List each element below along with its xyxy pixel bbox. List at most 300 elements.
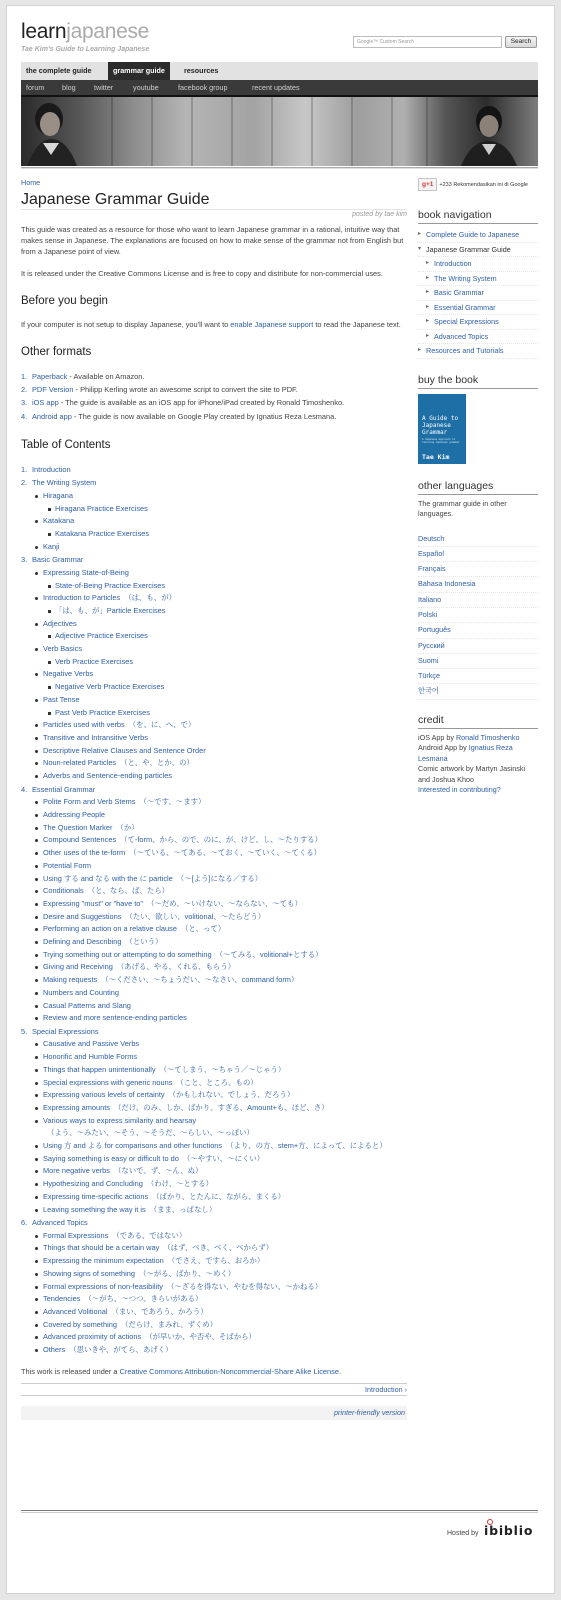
language-link[interactable]: Français [418, 564, 446, 574]
toc-item [21, 961, 407, 974]
toc-item-link[interactable]: Descriptive Relative Clauses and Sentence Order [43, 745, 206, 755]
book-nav-item [418, 344, 538, 359]
nav-complete-guide[interactable]: the complete guide [26, 66, 92, 75]
toc-item [21, 860, 407, 873]
header-banner-image [21, 97, 538, 166]
language-item [418, 608, 538, 623]
toc-item [21, 1281, 407, 1294]
toc-item-link[interactable]: Advanced Volitional [43, 1307, 108, 1316]
toc-item [21, 668, 407, 681]
toc-item [21, 822, 407, 835]
toc-item-link[interactable]: Using する and なる with the に particle [43, 873, 173, 883]
toc-item-link[interactable]: Particles used with verbs [43, 720, 125, 730]
toc-item-link[interactable]: Expressing State-of-Being [43, 567, 129, 577]
toc-item-japanese: （わけ、～とする） [146, 1179, 214, 1189]
toc-item [21, 1140, 407, 1153]
toc-item-link[interactable]: Formal Expressions [43, 1230, 109, 1240]
book-pager [21, 1383, 407, 1396]
toc-exercise-link[interactable]: Verb Practice Exercises [55, 656, 134, 666]
toc-item [21, 719, 407, 732]
book-nav-item [418, 315, 538, 330]
site-tagline: Tae Kim's Guide to Learning Japanese [21, 46, 150, 53]
toc-item [21, 949, 407, 962]
toc-item [21, 592, 407, 605]
credit-heading: credit [418, 714, 538, 729]
toc-section [21, 553, 407, 567]
toc-item [21, 643, 407, 656]
language-list [418, 532, 538, 700]
gplus-count: +233 [439, 182, 452, 188]
toc-exercise-link[interactable]: Katakana Practice Exercises [55, 528, 150, 538]
license-text: This work is released under a [21, 1366, 120, 1376]
language-link[interactable]: Español [418, 548, 444, 558]
credit-contrib [418, 785, 538, 796]
toc-item-link[interactable]: Honorific and Humble Forms [43, 1052, 138, 1062]
search-button[interactable]: Search [505, 36, 537, 48]
toc-item-link[interactable]: Negative Verbs [43, 669, 94, 679]
book-nav-link[interactable]: Complete Guide to Japanese [426, 230, 520, 239]
posted-by: posted by tae kim [352, 211, 407, 218]
android-app-link[interactable]: Android app [32, 411, 72, 421]
credit-ios-text: iOS App by [418, 732, 456, 742]
formats-list [21, 370, 407, 423]
toc-item-japanese: （ばかり、とたんに、ながら、まくる） [152, 1191, 286, 1201]
language-item [418, 593, 538, 608]
format-number: 4. [21, 411, 28, 421]
toc-exercise-link[interactable]: Adjective Practice Exercises [55, 631, 148, 641]
toc-item-link[interactable]: Kanji [43, 541, 60, 551]
logo-word-learn: learn [21, 20, 67, 43]
ios-app-link[interactable]: iOS app [32, 398, 59, 408]
toc-item-japanese: （～てみる、volitional+とする） [215, 949, 323, 959]
toc-item-link[interactable]: Review and more sentence-ending particles [43, 1013, 187, 1023]
toc-item-link[interactable]: Giving and Receiving [43, 962, 113, 972]
toc-item [21, 1064, 407, 1077]
toc-heading: Table of Contents [21, 438, 111, 451]
primary-nav [21, 62, 538, 80]
toc-item-link[interactable]: Compound Sentences [43, 835, 117, 845]
toc-subitem [21, 707, 407, 720]
toc-section-link[interactable]: Special Expressions [32, 1026, 99, 1036]
book-nav-link[interactable]: Resources and Tutorials [426, 346, 504, 355]
toc-item [21, 936, 407, 949]
toc-item [21, 515, 407, 528]
toc-section-link[interactable]: Essential Grammar [32, 784, 96, 794]
toc-item-japanese: （はず、べき、べく、べからず） [163, 1243, 274, 1253]
logo-word-japanese: japanese [66, 20, 150, 43]
next-page-link[interactable]: Introduction › [365, 1384, 407, 1394]
toc-item [21, 732, 407, 745]
toc-exercise-link[interactable]: Hiragana Practice Exercises [55, 503, 148, 513]
language-link[interactable]: Deutsch [418, 533, 445, 543]
secondary-nav [21, 80, 538, 97]
toc-item [21, 1077, 407, 1090]
print-bar [21, 1406, 407, 1420]
toc-item-japanese: （だらけ、まみれ、ずくめ） [120, 1319, 218, 1329]
toc-item-link[interactable]: Defining and Describing [43, 937, 122, 947]
toc-exercise-link[interactable]: Negative Verb Practice Exercises [55, 682, 165, 692]
intro-paragraph: This guide was created as a resource for those who want to learn Japanese grammar in a rational, intuitive way that makes sense in Japanese. The explanations are focused on how to make sense of the grammar not from English but from a Japanese point of view. [21, 225, 404, 256]
toc-item-japanese: （より、の方、stem+方、によって、によると） [226, 1141, 387, 1151]
toc-item-japanese: （と、って） [180, 924, 226, 934]
toc-item [21, 834, 407, 847]
nav-facebook-group[interactable]: facebook group [178, 83, 228, 92]
nav-twitter[interactable]: twitter [94, 83, 114, 92]
toc-item [21, 1102, 407, 1115]
toc-section [21, 783, 407, 797]
toc-item-japanese: （て-form、から、ので、のに、が、けど、し、～たりする） [120, 835, 323, 845]
language-item [418, 577, 538, 592]
toc-item-japanese: （は、も、が） [124, 593, 176, 603]
sidebar [418, 178, 538, 796]
toc-item-link[interactable]: Hypothesizing and Concluding [43, 1179, 143, 1189]
credit-android [418, 743, 538, 764]
footer-divider [21, 1510, 538, 1513]
toc-item [21, 1051, 407, 1064]
page-title: Japanese Grammar Guide [21, 190, 407, 210]
toc-section-link[interactable]: Advanced Topics [32, 1218, 88, 1228]
toc-item [21, 847, 407, 860]
toc-item [21, 618, 407, 631]
toc-item-link[interactable]: Expressing amounts [43, 1102, 110, 1112]
toc-item [21, 1012, 407, 1025]
toc-item [21, 1331, 407, 1344]
credit-ios [418, 733, 538, 744]
book-nav-link[interactable]: The Writing System [434, 273, 497, 283]
book-nav-link[interactable]: Advanced Topics [434, 331, 489, 341]
breadcrumb-home[interactable]: Home [21, 178, 41, 187]
book-nav-item [418, 272, 538, 287]
book-cover-author: Tae Kim [422, 452, 450, 461]
toc-section [21, 1216, 407, 1230]
toc-item-link[interactable]: Adverbs and Sentence-ending particles [43, 771, 173, 781]
before-text: If your computer is not setup to display Japanese, you'll want to [21, 320, 231, 329]
toc-item-link[interactable]: Performing an action on a relative clause [43, 924, 177, 934]
book-cover-subtitle: A Japanese approach to learning Japanese grammar [422, 437, 460, 444]
table-of-contents [21, 463, 407, 1357]
toc-item-link[interactable]: Leaving something the way it is [43, 1204, 146, 1214]
book-nav-link[interactable]: Basic Grammar [434, 288, 484, 297]
toc-item-link[interactable]: Covered by something [43, 1319, 117, 1329]
toc-item-link[interactable]: Expressing various levels of certainty [43, 1090, 165, 1100]
toc-item-link[interactable]: Transitive and Intransitive Verbs [43, 732, 148, 742]
formats-heading: Other formats [21, 346, 92, 358]
toc-item-japanese: （が早いか、や否や、そばから） [145, 1332, 256, 1342]
enable-japanese-link[interactable]: enable Japanese support [230, 320, 314, 329]
toc-item-japanese: （～だめ、～いけない、～ならない、～ても） [147, 898, 302, 908]
toc-exercise-link[interactable]: 「は、も、が」Particle Exercises [55, 605, 166, 615]
toc-item [21, 1038, 407, 1051]
format-item [21, 370, 407, 383]
toc-item-japanese: （思いきや、がてら、あげく） [69, 1345, 173, 1355]
toc-item-japanese: （～ている、～てある、～ておく、～ていく、～てくる） [129, 848, 322, 858]
toc-item-japanese: （という） [125, 937, 163, 947]
toc-item-link[interactable]: Things that should be a certain way [43, 1243, 160, 1253]
toc-item [21, 1230, 407, 1243]
before-heading: Before you begin [21, 295, 108, 307]
toc-section [21, 1025, 407, 1039]
license-period: . [338, 1366, 341, 1376]
toc-item-link[interactable]: Using 方 and よる for comparisons and other functions [43, 1141, 223, 1151]
format-number: 2. [21, 385, 28, 395]
toc-item-japanese: （まま、っぱなし） [149, 1204, 217, 1214]
format-number: 3. [21, 398, 28, 408]
toc-item [21, 541, 407, 554]
toc-subitem [21, 580, 407, 593]
license-line [21, 1367, 407, 1376]
toc-item [21, 1165, 407, 1178]
language-link[interactable]: Русский [418, 640, 445, 650]
toc-item-link[interactable]: Noun-related Particles [43, 758, 117, 768]
toc-item [21, 1268, 407, 1281]
language-link[interactable]: Bahasa Indonesia [418, 579, 476, 589]
format-desc: - The guide is available as an iOS app for iPhone/iPad created by Ronald Timoshenko. [58, 398, 345, 408]
toc-item-link[interactable]: The Question Marker [43, 822, 113, 832]
book-nav-current: Japanese Grammar Guide [426, 244, 511, 254]
toc-item [21, 1178, 407, 1191]
credit-comic: Comic artwork by Martyn Jasinski and Joshua Khoo [418, 764, 526, 784]
toc-item [21, 1255, 407, 1268]
toc-item-japanese: （～やすい、～にくい） [182, 1153, 265, 1163]
toc-item-link[interactable]: Verb Basics [43, 644, 83, 654]
toc-section-link[interactable]: The Writing System [32, 478, 97, 488]
language-link[interactable]: Italiano [418, 594, 442, 604]
toc-section-number: 4. [21, 784, 28, 794]
printer-friendly-link[interactable]: printer-friendly version [334, 1407, 405, 1417]
credit-ios-link[interactable]: Ronald Timoshenko [455, 732, 520, 742]
toc-item-japanese: （～てしまう、～ちゃう／～じゃう） [159, 1064, 286, 1074]
toc-item-link[interactable]: Past Tense [43, 694, 80, 704]
book-nav-item [418, 228, 538, 243]
main-content [21, 178, 407, 1420]
other-languages-text: The grammar guide in other languages. [418, 498, 507, 518]
before-paragraph [21, 319, 407, 330]
book-nav-link[interactable]: Essential Grammar [434, 302, 496, 312]
toc-item-link[interactable]: Addressing People [43, 809, 106, 819]
cc-license-link[interactable]: Creative Commons Attribution-Noncommercial-Share Alike License [119, 1366, 339, 1376]
nav-youtube[interactable]: youtube [133, 83, 159, 92]
toc-item-link[interactable]: Advanced proximity of actions [43, 1332, 142, 1342]
page [6, 5, 555, 1594]
toc-item-japanese: （でさえ、ですら、おろか） [167, 1256, 265, 1266]
book-nav-item [418, 243, 538, 258]
toc-item-link[interactable]: Hiragana [43, 490, 73, 500]
toc-item-link[interactable]: Casual Patterns and Slang [43, 1000, 131, 1010]
paperback-link[interactable]: Paperback [32, 372, 68, 381]
toc-item [21, 923, 407, 936]
contribute-link[interactable]: Interested in contributing? [418, 785, 501, 795]
credit-android-text: Android App by [418, 743, 469, 753]
toc-item-link[interactable]: Showing signs of something [43, 1268, 136, 1278]
toc-item-link[interactable]: Expressing time-specific actions [43, 1191, 149, 1201]
toc-item-link[interactable]: Katakana [43, 516, 75, 526]
format-desc: - Available on Amazon. [67, 372, 145, 381]
toc-item [21, 1089, 407, 1102]
ibiblio-logo[interactable]: ibiblio [484, 1523, 534, 1538]
toc-item-japanese: （を、に、へ、で） [128, 720, 196, 730]
toc-item-japanese: （～です、～ます） [139, 797, 206, 807]
license-paragraph: It is released under the Creative Commons License and is free to copy and distribute for non-commercial uses. [21, 269, 383, 278]
toc-item-japanese: （だけ、のみ、しか、ばかり、すぎる、Amount+も、ほど、さ） [113, 1102, 329, 1112]
toc-item [21, 770, 407, 783]
language-item [418, 623, 538, 638]
language-link[interactable]: Português [418, 625, 451, 635]
nav-blog[interactable]: blog [62, 83, 76, 92]
toc-item-link[interactable]: Desire and Suggestions [43, 911, 122, 921]
toc-item-link[interactable]: Tendencies [43, 1294, 81, 1304]
credit-android-link[interactable]: Ignatius Reza Lesmana [418, 743, 513, 763]
toc-item-link[interactable]: More negative verbs [43, 1166, 110, 1176]
toc-item [21, 885, 407, 898]
google-plus-widget[interactable] [418, 178, 538, 192]
toc-item-link[interactable]: Introduction to Particles [43, 593, 121, 603]
toc-item-link[interactable]: Things that happen unintentionally [43, 1064, 156, 1074]
toc-item [21, 1293, 407, 1306]
toc-item [21, 987, 407, 1000]
toc-item [21, 1000, 407, 1013]
toc-subitem [21, 681, 407, 694]
search-input[interactable]: Google™ Custom Search [353, 36, 502, 48]
toc-item [21, 796, 407, 809]
format-desc: - The guide is now available on Google Play created by Ignatius Reza Lesmana. [71, 411, 337, 421]
banner-divider [21, 167, 538, 169]
toc-item [21, 974, 407, 987]
toc-item-japanese: （よう、～みたい、～そう、～そうだ、～らしい、～っぽい） [47, 1128, 254, 1138]
language-item [418, 547, 538, 562]
toc-item-link[interactable]: Saying something is easy or difficult to do [43, 1153, 179, 1163]
site-logo[interactable] [21, 21, 149, 42]
toc-item [21, 1306, 407, 1319]
language-item [418, 669, 538, 684]
toc-item-link[interactable]: Polite Form and Verb Stems [43, 797, 136, 807]
toc-item-link[interactable]: Numbers and Counting [43, 987, 120, 997]
toc-item-link[interactable]: Potential Form [43, 860, 92, 870]
toc-item-link[interactable]: Adjectives [43, 618, 77, 628]
language-item [418, 532, 538, 547]
toc-section-link[interactable]: Introduction [32, 464, 71, 474]
format-item [21, 383, 407, 396]
toc-item [21, 694, 407, 707]
toc-item [21, 490, 407, 503]
toc-item-japanese: （～がち、～つつ、きらいがある） [84, 1294, 203, 1304]
toc-item-link[interactable]: Formal expressions of non-feasibility [43, 1281, 163, 1291]
language-link[interactable]: Polski [418, 609, 438, 619]
toc-item [21, 1242, 407, 1255]
book-nav-item [418, 330, 538, 345]
nav-resources[interactable]: resources [184, 66, 219, 75]
language-link[interactable]: Suomi [418, 655, 439, 665]
book-cover-title: A Guide to Japanese Grammar [422, 414, 459, 436]
book-cover-image[interactable] [418, 394, 466, 464]
toc-section-number: 2. [21, 478, 28, 488]
toc-item [21, 809, 407, 822]
toc-item [21, 1153, 407, 1166]
toc-item-japanese: （～ください、～ちょうだい、～なさい、command form） [101, 975, 299, 985]
toc-item [21, 1204, 407, 1217]
toc-item-link[interactable]: Expressing the minimum expectation [43, 1256, 164, 1266]
toc-item [21, 911, 407, 924]
book-nav-heading: book navigation [418, 209, 538, 224]
toc-subitem [21, 528, 407, 541]
format-desc: - Philipp Kerling wrote an awesome script to convert the site to PDF. [73, 385, 298, 395]
toc-item-link[interactable]: Other uses of the te-form [43, 848, 126, 858]
language-link[interactable]: Türkçe [418, 671, 440, 681]
book-nav-item [418, 301, 538, 316]
toc-item [21, 1344, 407, 1357]
book-nav-link[interactable]: Special Expressions [434, 317, 499, 326]
toc-item-japanese: （まい、であろう、かろう） [111, 1307, 208, 1316]
toc-item-link[interactable]: Trying something out or attempting to do something [43, 949, 212, 959]
toc-item [21, 898, 407, 911]
banner-figures-illustration [21, 97, 538, 166]
toc-item-japanese: （と、や、とか、の） [120, 758, 194, 768]
toc-item-link[interactable]: Various ways to express similarity and hearsay [43, 1115, 197, 1125]
toc-item-japanese: （あげる、やる、くれる、もらう） [116, 962, 236, 972]
format-item [21, 396, 407, 409]
toc-item-japanese: （たい、欲しい、volitional、～たらどう） [125, 911, 266, 921]
book-nav-item [418, 286, 538, 301]
toc-item-japanese: （である、ではない） [112, 1230, 187, 1240]
language-item [418, 639, 538, 654]
gplus-icon[interactable]: g+1 [418, 178, 437, 191]
toc-subitem [21, 630, 407, 643]
toc-item-link[interactable]: Special expressions with generic nouns [43, 1077, 173, 1087]
toc-item [21, 567, 407, 580]
before-text-end: to read the Japanese text. [313, 320, 401, 329]
toc-section-number: 5. [21, 1026, 28, 1036]
toc-item-japanese: （ないで、ず、～ん、ぬ） [113, 1166, 203, 1176]
toc-item-link[interactable]: Expressing "must" or "have to" [43, 898, 144, 908]
toc-item-link[interactable]: Conditionals [43, 886, 84, 896]
toc-exercise-link[interactable]: Past Verb Practice Exercises [55, 707, 150, 717]
nav-forum[interactable]: forum [26, 83, 45, 92]
toc-item-link[interactable]: Making requests [43, 975, 98, 985]
toc-item-japanese: （～がる、ばかり、～めく） [139, 1268, 236, 1278]
toc-subitem [21, 503, 407, 516]
toc-section-number: 6. [21, 1218, 28, 1228]
book-nav-item [418, 257, 538, 272]
language-link[interactable]: 한국어 [418, 686, 439, 696]
book-navigation [418, 228, 538, 359]
toc-item-japanese: （と、なら、ば、たら） [87, 886, 169, 896]
toc-item-japanese: （こと、ところ、もの） [176, 1077, 258, 1087]
toc-item [21, 1319, 407, 1332]
pdf-link[interactable]: PDF Version [32, 385, 74, 395]
language-item [418, 684, 538, 699]
other-languages-heading: other languages [418, 480, 538, 495]
toc-item-link[interactable]: Others [43, 1345, 66, 1355]
nav-recent-updates[interactable]: recent updates [252, 83, 300, 92]
book-nav-link[interactable]: Introduction [434, 259, 472, 268]
toc-item-japanese: （か） [116, 822, 139, 832]
format-number: 1. [21, 372, 28, 381]
toc-item-link[interactable]: Causative and Passive Verbs [43, 1039, 140, 1049]
buy-book-heading: buy the book [418, 374, 538, 389]
toc-section-number: 1. [21, 464, 28, 474]
toc-section [21, 476, 407, 490]
language-item [418, 654, 538, 669]
toc-section-link[interactable]: Basic Grammar [32, 555, 84, 565]
toc-item [21, 1115, 407, 1140]
toc-item [21, 757, 407, 770]
toc-item-japanese: （かもしれない、でしょう、だろう） [168, 1090, 295, 1100]
language-item [418, 562, 538, 577]
nav-grammar-guide[interactable]: grammar guide [108, 62, 170, 80]
toc-section-number: 3. [21, 555, 28, 565]
toc-item-japanese: （～ざるを得ない、やむを得ない、～かねる） [166, 1281, 323, 1291]
toc-subitem [21, 656, 407, 669]
toc-exercise-link[interactable]: State-of-Being Practice Exercises [55, 580, 166, 590]
